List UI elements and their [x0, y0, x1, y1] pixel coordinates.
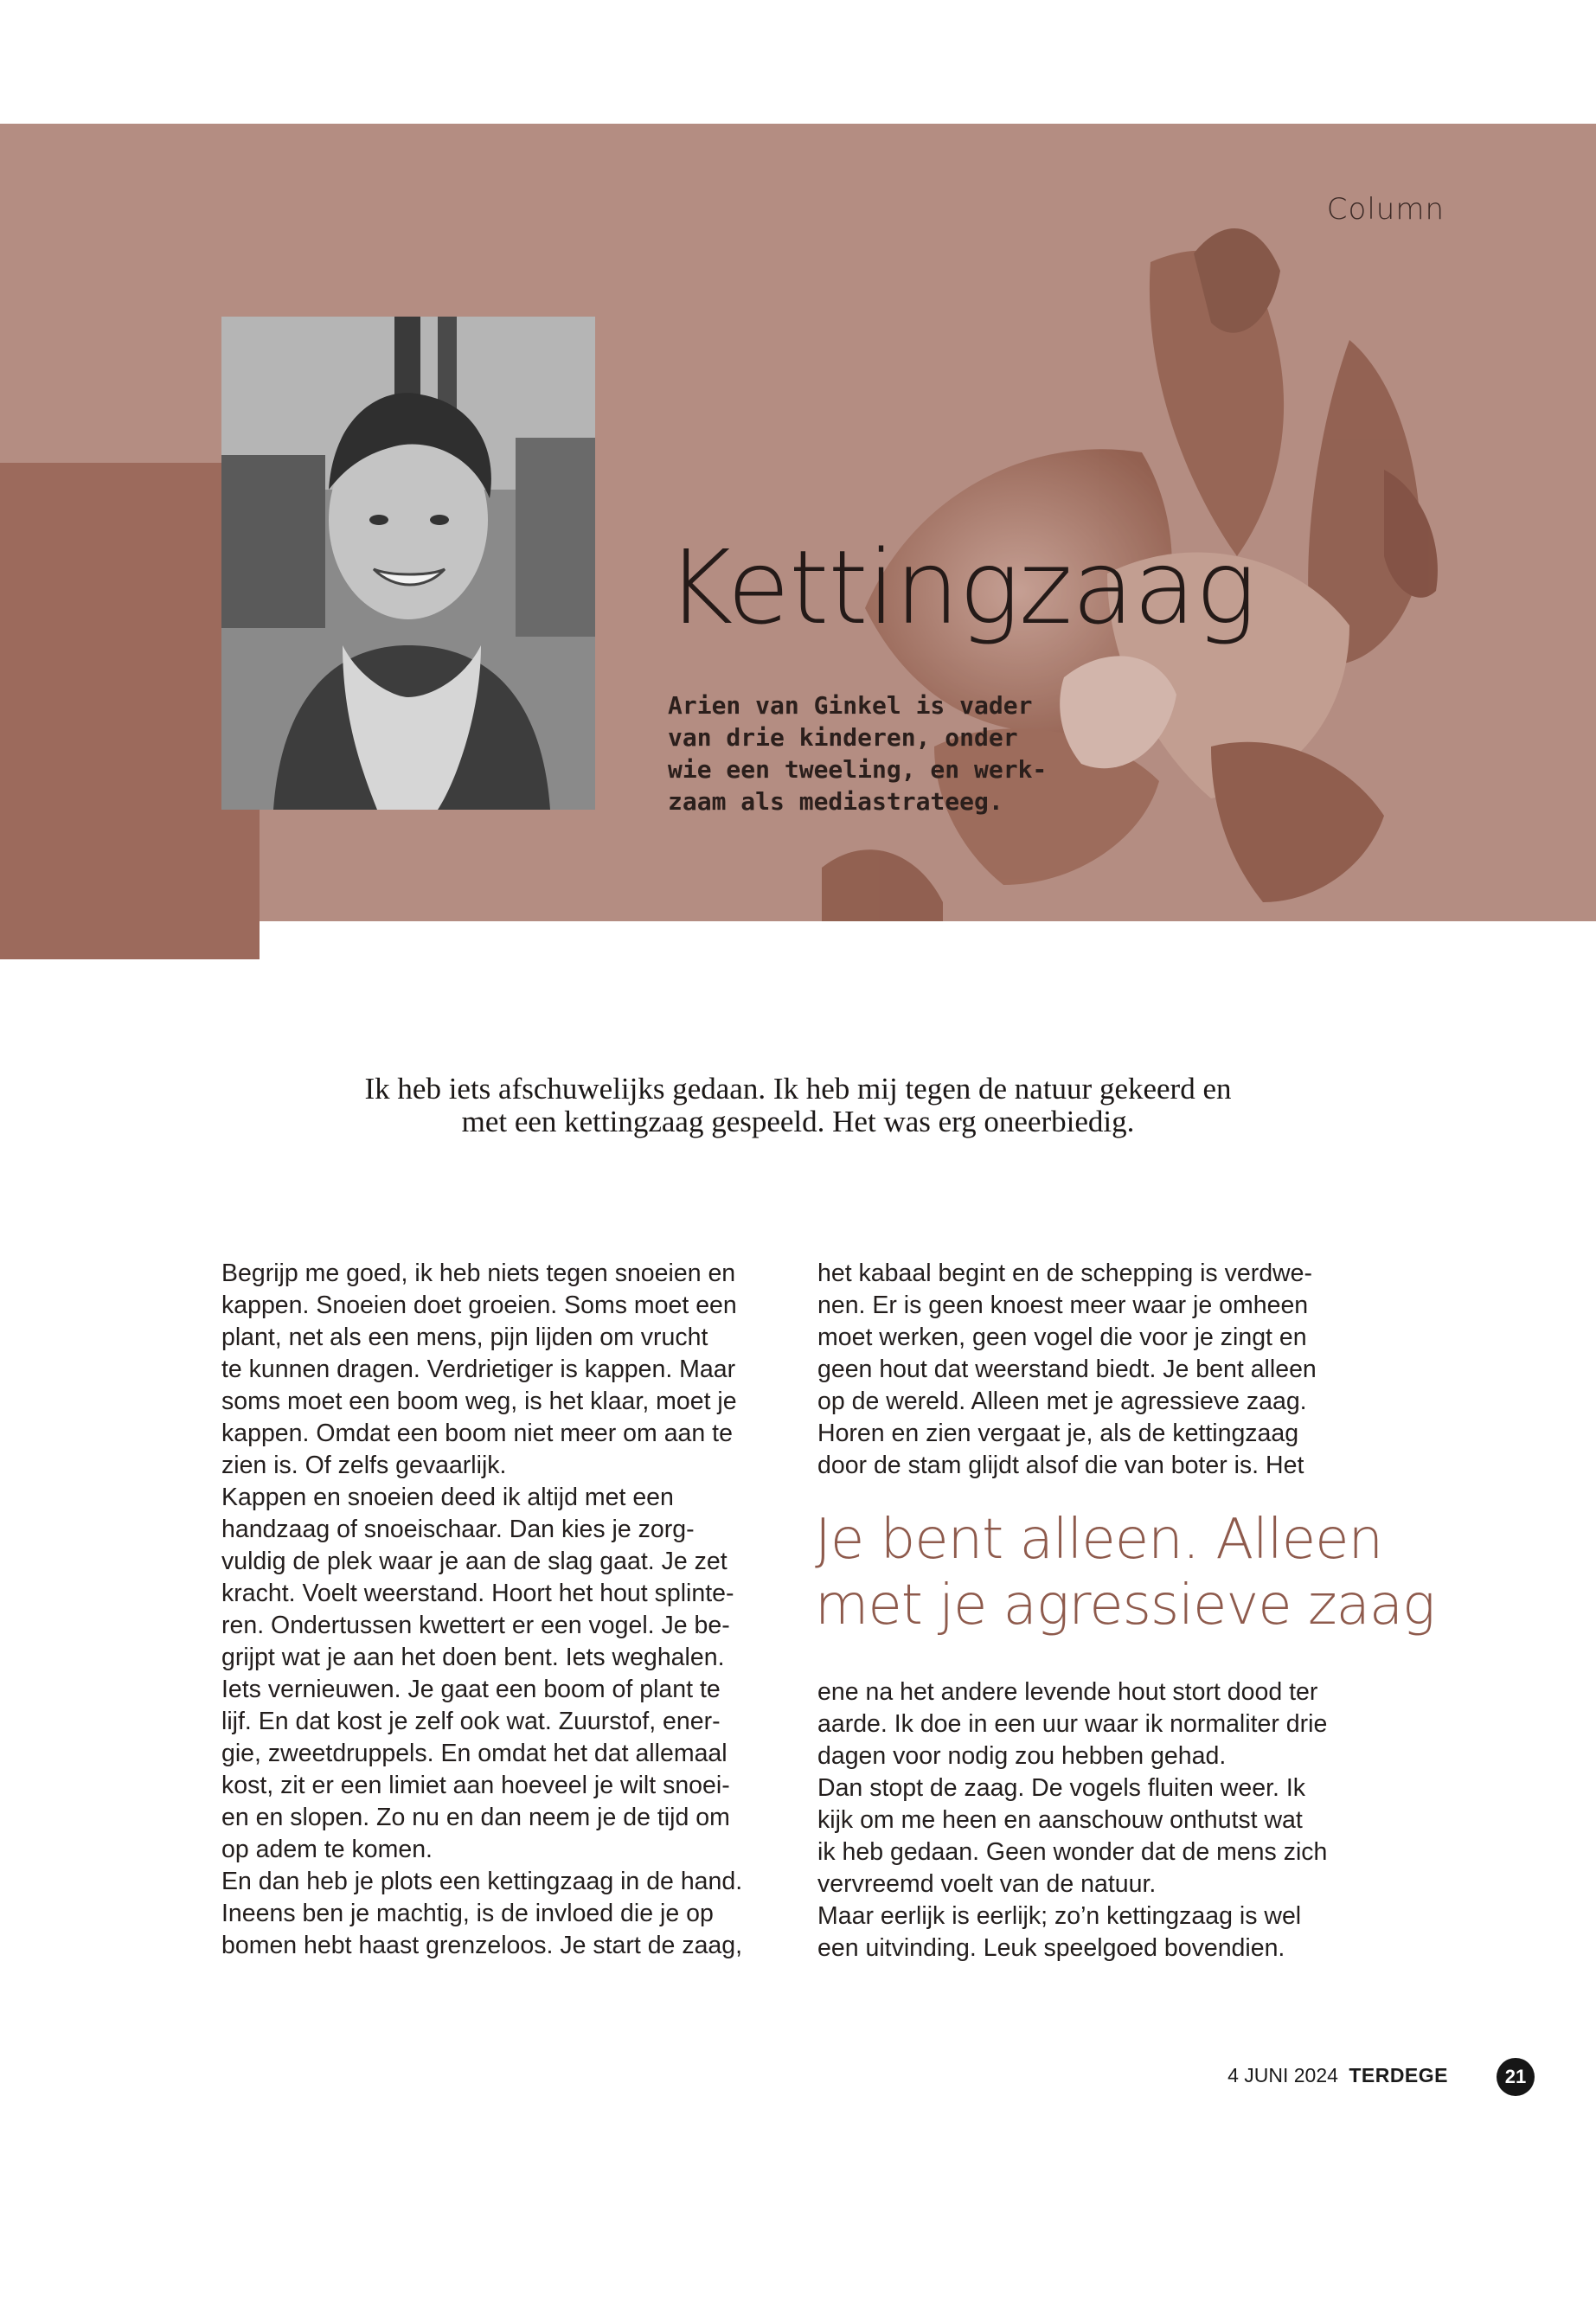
page-number: 21	[1497, 2058, 1535, 2096]
author-bio-line: van drie kinderen, onder	[668, 723, 1018, 752]
pull-quote	[815, 1507, 1435, 1638]
issue-date: 4 JUNI 2024	[1227, 2064, 1338, 2086]
body-line: en en slopen. Zo nu en dan neem je de tijd om	[221, 1804, 730, 1831]
body-line: Dan stopt de zaag. De vogels fluiten weer. Ik	[817, 1774, 1305, 1802]
author-bio-line: Arien van Ginkel is vader	[668, 691, 1033, 720]
body-line: soms moet een boom weg, is het klaar, moet je	[221, 1388, 737, 1415]
body-line: zien is. Of zelfs gevaarlijk.	[221, 1452, 507, 1479]
body-line: lijf. En dat kost je zelf ook wat. Zuurstof, ener-	[221, 1708, 721, 1735]
body-line: grijpt wat je aan het doen bent. Iets weghalen.	[221, 1644, 725, 1671]
pull-quote-line: Je bent alleen. Alleen	[815, 1508, 1383, 1572]
lead-line: met een kettingzaag gespeeld. Het was erg oneerbiedig.	[461, 1105, 1135, 1138]
page-footer	[1125, 2064, 1448, 2087]
body-line: ren. Ondertussen kwettert er een vogel. Je be-	[221, 1612, 730, 1639]
body-line: Maar eerlijk is eerlijk; zo’n kettingzaag is wel	[817, 1902, 1302, 1930]
body-paragraph	[817, 1676, 1380, 1772]
body-line: plant, net als een mens, pijn lijden om vrucht	[221, 1324, 708, 1351]
body-line: ene na het andere levende hout stort dood ter	[817, 1678, 1318, 1706]
body-line: vuldig de plek waar je aan de slag gaat. Je zet	[221, 1548, 727, 1575]
body-line: te kunnen dragen. Verdrietiger is kappen. Maar	[221, 1356, 736, 1383]
body-line: aarde. Ik doe in een uur waar ik normaliter drie	[817, 1710, 1328, 1738]
author-photo	[221, 317, 595, 810]
body-paragraph	[817, 1772, 1380, 1900]
body-line: Ineens ben je machtig, is de invloed die je op	[221, 1900, 714, 1927]
body-line: gie, zweetdruppels. En omdat het dat allemaal	[221, 1740, 727, 1767]
body-line: kappen. Omdat een boom niet meer om aan te	[221, 1420, 733, 1447]
publication-name: TERDEGE	[1349, 2064, 1448, 2086]
decorative-block	[0, 463, 260, 959]
body-column-left	[221, 1258, 784, 1962]
body-line: nen. Er is geen knoest meer waar je omheen	[817, 1292, 1309, 1319]
author-bio-line: zaam als mediastrateeg.	[668, 787, 1003, 816]
article-title: Kettingzaag	[666, 528, 1256, 647]
body-line: op adem te komen.	[221, 1836, 433, 1863]
body-paragraph	[221, 1482, 784, 1866]
body-column-right-top	[817, 1258, 1380, 1482]
author-bio	[668, 689, 1152, 817]
body-line: het kabaal begint en de schepping is verdwe-	[817, 1259, 1312, 1287]
body-line: Horen en zien vergaat je, als de kettingzaag	[817, 1420, 1299, 1447]
body-line: door de stam glijdt alsof die van boter is. Het	[817, 1452, 1304, 1479]
body-line: een uitvinding. Leuk speelgoed bovendien.	[817, 1934, 1285, 1962]
body-paragraph	[221, 1866, 784, 1962]
section-label: Column	[1326, 192, 1445, 227]
pull-quote-line: met je agressieve zaag	[815, 1574, 1435, 1638]
body-line: kappen. Snoeien doet groeien. Soms moet een	[221, 1292, 737, 1319]
body-line: vervreemd voelt van de natuur.	[817, 1870, 1157, 1898]
body-paragraph	[817, 1258, 1380, 1482]
body-line: ik heb gedaan. Geen wonder dat de mens zich	[817, 1838, 1328, 1866]
body-paragraph	[221, 1258, 784, 1482]
body-line: En dan heb je plots een kettingzaag in de hand.	[221, 1868, 743, 1895]
body-line: geen hout dat weerstand biedt. Je bent alleen	[817, 1356, 1317, 1383]
body-paragraph	[817, 1900, 1380, 1965]
body-line: kijk om me heen en aanschouw onthutst wat	[817, 1806, 1303, 1834]
body-line: Iets vernieuwen. Je gaat een boom of plant te	[221, 1676, 721, 1703]
body-line: bomen hebt haast grenzeloos. Je start de zaag,	[221, 1932, 743, 1959]
lead-paragraph	[251, 1073, 1345, 1138]
body-line: op de wereld. Alleen met je agressieve zaag.	[817, 1388, 1307, 1415]
body-line: Begrijp me goed, ik heb niets tegen snoeien en	[221, 1259, 736, 1287]
author-bio-line: wie een tweeling, en werk-	[668, 755, 1048, 784]
body-column-right-bottom	[817, 1676, 1380, 1965]
body-line: moet werken, geen vogel die voor je zingt en	[817, 1324, 1307, 1351]
body-line: Kappen en snoeien deed ik altijd met een	[221, 1484, 674, 1511]
body-line: kost, zit er een limiet aan hoeveel je wilt snoei-	[221, 1772, 730, 1799]
body-line: dagen voor nodig zou hebben gehad.	[817, 1742, 1227, 1770]
body-line: kracht. Voelt weerstand. Hoort het hout splinte-	[221, 1580, 734, 1607]
body-line: handzaag of snoeischaar. Dan kies je zorg-	[221, 1516, 695, 1543]
lead-line: Ik heb iets afschuwelijks gedaan. Ik heb mij tegen de natuur gekeerd en	[364, 1072, 1232, 1106]
